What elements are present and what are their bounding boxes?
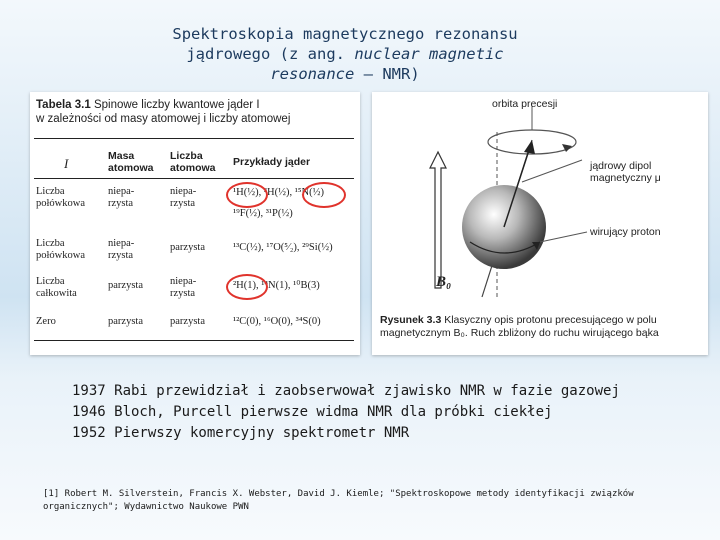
row4-number: parzysta bbox=[170, 316, 205, 327]
figure-caption bbox=[380, 314, 704, 340]
row2-examples: ¹³C(½), ¹⁷O(⁵⁄₂), ²⁹Si(½) bbox=[233, 242, 333, 253]
highlight-ring-2h bbox=[226, 274, 268, 300]
leader-dipole bbox=[522, 160, 582, 182]
row3-number: niepa-rzysta bbox=[170, 276, 197, 299]
header-i: I bbox=[64, 156, 69, 171]
row4-mass: parzysta bbox=[108, 316, 143, 327]
label-b0: B₀ bbox=[436, 274, 452, 290]
row3-examples: ²H(1), ¹⁴N(1), ¹⁰B(3) bbox=[233, 280, 320, 291]
row1-examples-line1: ¹H(½), ³H(½), ¹⁵N(½) bbox=[233, 187, 324, 198]
row1-number: niepa-rzysta bbox=[170, 186, 197, 209]
precession-diagram bbox=[372, 92, 708, 312]
history-item-1952: 1952 Pierwszy komercyjny spektrometr NMR bbox=[72, 425, 410, 441]
reference-note: [1] Robert M. Silverstein, Francis X. Webster, David J. Kiemle; "Spektroskopowe metody identyfikacji związków organicznych"; Wydawnictwo Naukowe PWN bbox=[43, 489, 634, 512]
table-header-rule bbox=[34, 178, 354, 179]
spin-table-panel bbox=[30, 92, 360, 355]
row3-label: Liczba całkowita bbox=[36, 276, 77, 299]
row2-number: parzysta bbox=[170, 242, 205, 253]
title-line-1: Spektroskopia magnetycznego rezonansu bbox=[172, 25, 518, 43]
page-title bbox=[150, 24, 540, 84]
title-line-2a: jądrowego (z ang. bbox=[186, 45, 355, 63]
highlight-ring-15n bbox=[302, 182, 346, 208]
history-item-1946: 1946 Bloch, Purcell pierwsze widma NMR dla próbki ciekłej bbox=[72, 404, 553, 420]
row2-mass: niepa-rzysta bbox=[108, 238, 135, 261]
header-examples: Przykłady jąder bbox=[233, 156, 311, 168]
title-line-3a: resonance bbox=[270, 65, 355, 83]
row1-mass: niepa-rzysta bbox=[108, 186, 135, 209]
title-line-3 bbox=[150, 64, 540, 84]
dipole-arrow-head bbox=[524, 140, 535, 154]
precession-figure-panel bbox=[372, 92, 708, 355]
history-list bbox=[72, 381, 692, 444]
table-bottom-rule bbox=[34, 340, 354, 341]
title-line-2 bbox=[150, 44, 540, 64]
table-caption-bold: Tabela 3.1 bbox=[36, 99, 91, 111]
label-proton: wirujący proton bbox=[590, 226, 661, 238]
row1-label: Liczba połówkowa bbox=[36, 186, 85, 209]
row4-examples: ¹²C(0), ¹⁶O(0), ³⁴S(0) bbox=[233, 316, 321, 327]
title-line-2b: nuclear magnetic bbox=[354, 45, 504, 63]
row3-mass: parzysta bbox=[108, 280, 143, 291]
figure-caption-text: Klasyczny opis protonu precesującego w polu magnetycznym B₀. Ruch zbliżony do ruchu wirującego bąka bbox=[380, 314, 659, 339]
highlight-ring-1h bbox=[226, 182, 268, 208]
row2-label: Liczba połówkowa bbox=[36, 238, 85, 261]
row1-examples-line2: ¹⁹F(½), ³¹P(½) bbox=[233, 208, 293, 219]
table-caption-line1: Spinowe liczby kwantowe jąder I bbox=[90, 99, 260, 111]
history-item-1937: 1937 Rabi przewidział i zaobserwował zjawisko NMR w fazie gazowej bbox=[72, 383, 620, 399]
label-dipole: jądrowy dipol magnetyczny μ bbox=[590, 160, 661, 184]
figure-caption-bold: Rysunek 3.3 bbox=[380, 314, 442, 326]
label-orbit: orbita precesji bbox=[492, 98, 558, 110]
title-line-3b: – NMR) bbox=[354, 65, 420, 83]
row4-label: Zero bbox=[36, 316, 56, 327]
table-top-rule bbox=[34, 138, 354, 139]
table-caption bbox=[36, 98, 354, 126]
header-number: Liczba atomowa bbox=[170, 150, 216, 174]
leader-proton bbox=[540, 232, 587, 242]
table-caption-line2: w zależności od masy atomowej i liczby atomowej bbox=[36, 113, 291, 125]
b0-field-arrow bbox=[430, 152, 446, 288]
header-mass: Masa atomowa bbox=[108, 150, 154, 174]
